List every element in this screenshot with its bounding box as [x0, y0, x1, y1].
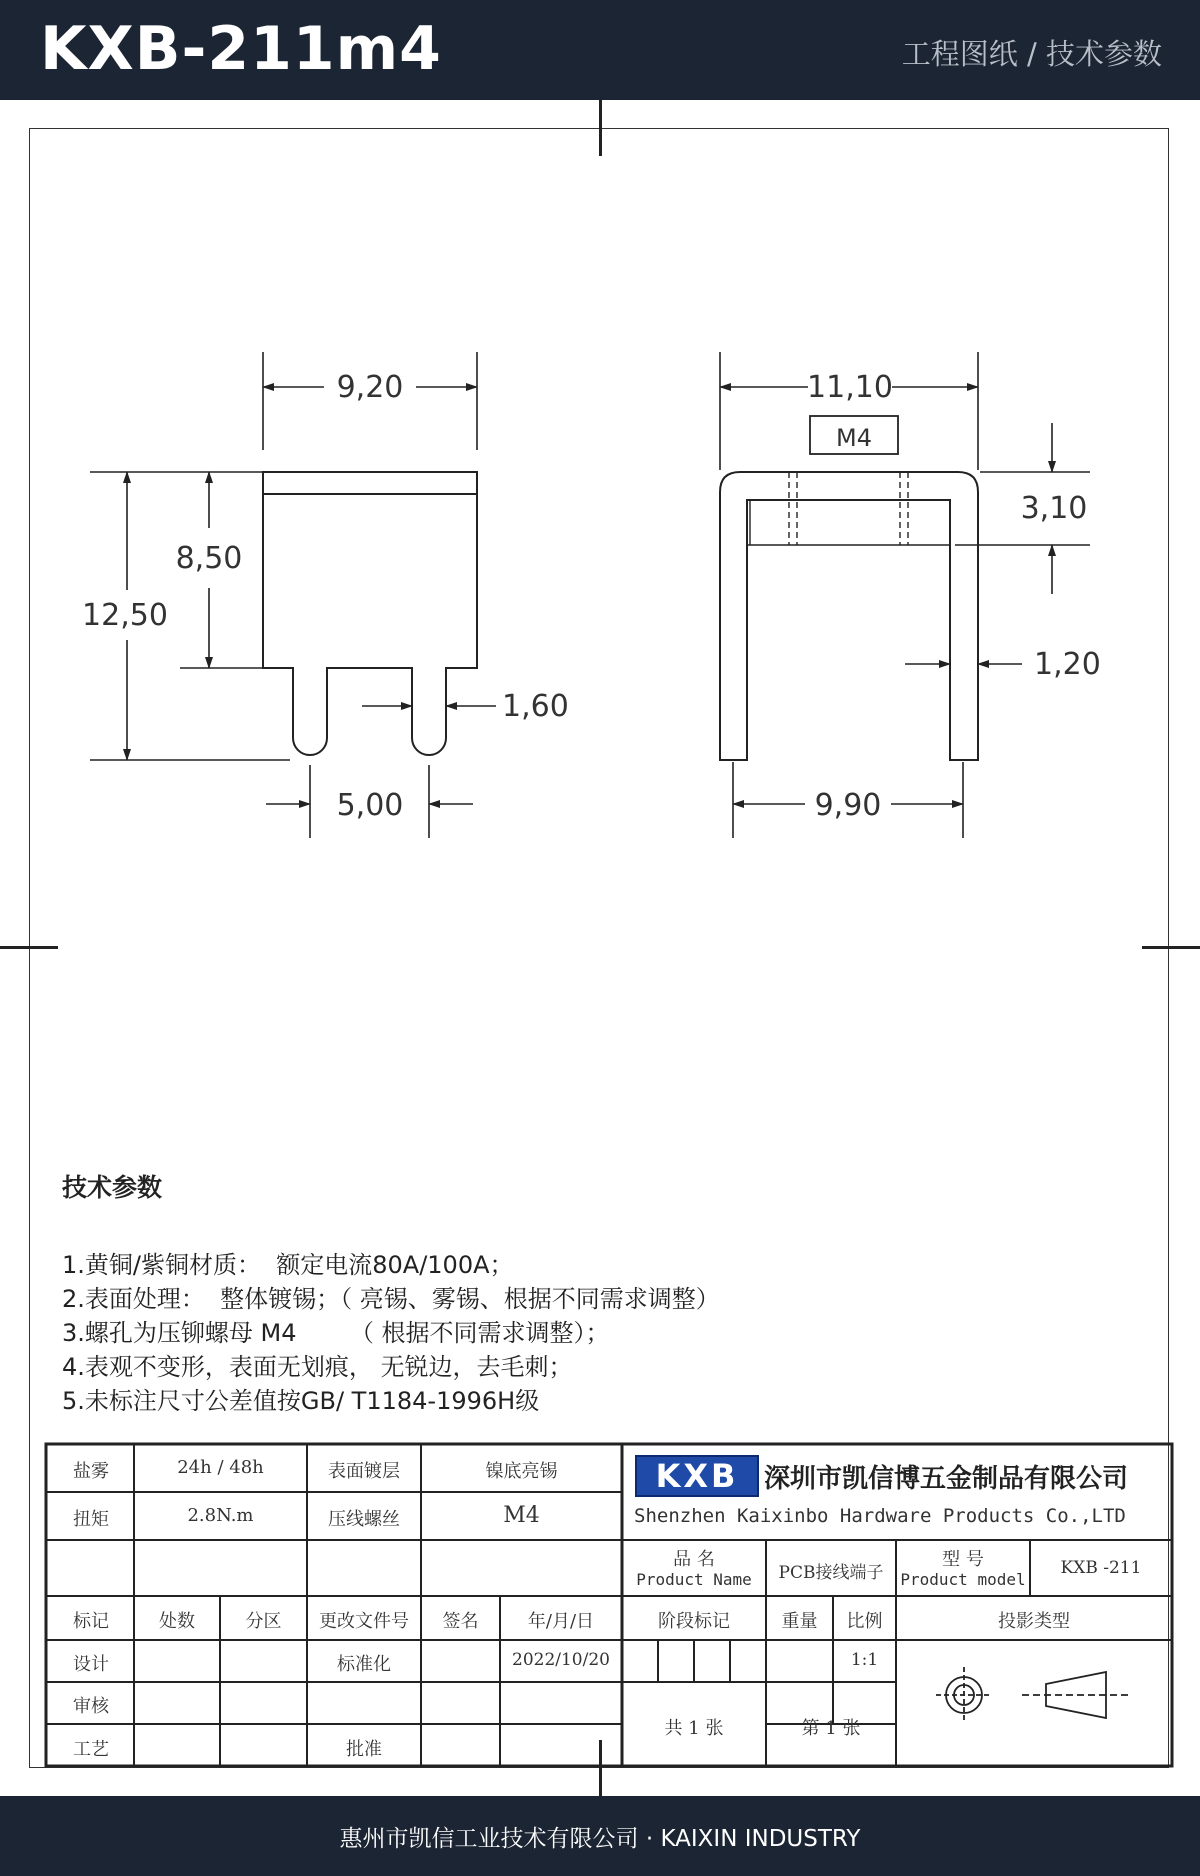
spec-item: 1.黄铜/紫铜材质： 额定电流80A/100A； — [62, 1251, 514, 1279]
dim-pin-width: 1,60 — [502, 689, 569, 724]
date-label: 年/月/日 — [527, 1611, 595, 1632]
product-name-label: 品 名 — [673, 1549, 715, 1570]
footer-text: 惠州市凯信工业技术有限公司 · KAIXIN INDUSTRY — [339, 1826, 861, 1852]
dim-total-height: 12,50 — [82, 598, 168, 633]
dim-side-bottom-width: 9,90 — [814, 788, 882, 823]
weight-label: 重量 — [781, 1611, 818, 1632]
stage-label: 阶段标记 — [658, 1611, 730, 1632]
front-view-outline — [263, 472, 477, 755]
count-label: 处数 — [159, 1611, 195, 1632]
product-name-label-en: Product Name — [636, 1570, 752, 1589]
dim-front-width: 9,20 — [336, 370, 404, 405]
model-value: KXB -211 — [1060, 1558, 1142, 1578]
mark-label: 标记 — [73, 1611, 109, 1632]
dim-hole-height: 3,10 — [1020, 491, 1088, 526]
company-name-cn: 深圳市凯信博五金制品有限公司 — [764, 1464, 1129, 1494]
dim-pin-pitch: 5,00 — [336, 788, 404, 823]
date-value: 2022/10/20 — [512, 1650, 610, 1670]
screw-label: 压线螺丝 — [328, 1509, 400, 1530]
change-doc-label: 更改文件号 — [319, 1611, 409, 1632]
dim-wall-thickness: 1,20 — [1034, 647, 1101, 682]
scale-label: 比例 — [846, 1611, 883, 1632]
center-mark-right — [1142, 946, 1200, 949]
spec-item: 3.螺孔为压铆螺母 M4 （ 根据不同需求调整）； — [62, 1319, 610, 1347]
technical-drawing — [0, 0, 1200, 900]
spec-item: 2.表面处理： 整体镀锡；（ 亮锡、雾锡、根据不同需求调整） — [62, 1285, 720, 1313]
model-label-en: Product model — [900, 1570, 1026, 1589]
standard-label: 标准化 — [337, 1654, 391, 1675]
side-view-outline — [720, 472, 978, 760]
projection-symbol-icon — [936, 1667, 1132, 1723]
torque-value: 2.8N.m — [187, 1505, 254, 1526]
sign-label: 签名 — [442, 1611, 479, 1632]
spec-item: 5.未标注尺寸公差值按GB/ T1184-1996H级 — [62, 1387, 540, 1415]
center-mark-left — [0, 946, 58, 949]
torque-label: 扭矩 — [73, 1509, 109, 1530]
spec-item: 4.表观不变形，表面无划痕， 无锐边，去毛刺； — [62, 1353, 573, 1381]
company-name-en: Shenzhen Kaixinbo Hardware Products Co.,LTD — [634, 1505, 1126, 1527]
projection-label: 投影类型 — [998, 1611, 1070, 1632]
review-label: 审核 — [73, 1696, 109, 1717]
spec-title: 技术参数 — [62, 1173, 163, 1202]
company-logo: KXB — [635, 1455, 759, 1497]
product-name-value: PCB接线端子 — [778, 1563, 884, 1583]
plating-value: 镍底亮锡 — [485, 1461, 558, 1482]
dim-side-top-width: 11,10 — [807, 370, 893, 405]
screw-value: M4 — [503, 1503, 540, 1528]
page-subtitle: 工程图纸 / 技术参数 — [901, 37, 1162, 71]
plating-label: 表面镀层 — [328, 1461, 400, 1482]
zone-label: 分区 — [245, 1611, 282, 1632]
design-label: 设计 — [73, 1654, 109, 1675]
scale-value: 1:1 — [850, 1650, 879, 1670]
page-title: KXB-211m4 — [40, 14, 442, 84]
salt-value: 24h / 48h — [177, 1457, 264, 1478]
model-label: 型 号 — [942, 1549, 984, 1570]
thread-label: M4 — [836, 424, 872, 452]
salt-label: 盐雾 — [73, 1461, 109, 1482]
dim-body-height: 8,50 — [175, 541, 243, 576]
process-label: 工艺 — [73, 1739, 109, 1760]
approve-label: 批准 — [346, 1739, 382, 1760]
sheets-total: 共 1 张 — [664, 1718, 724, 1739]
page-footer — [0, 1796, 1200, 1876]
sheet-number: 第 1 张 — [801, 1718, 861, 1739]
